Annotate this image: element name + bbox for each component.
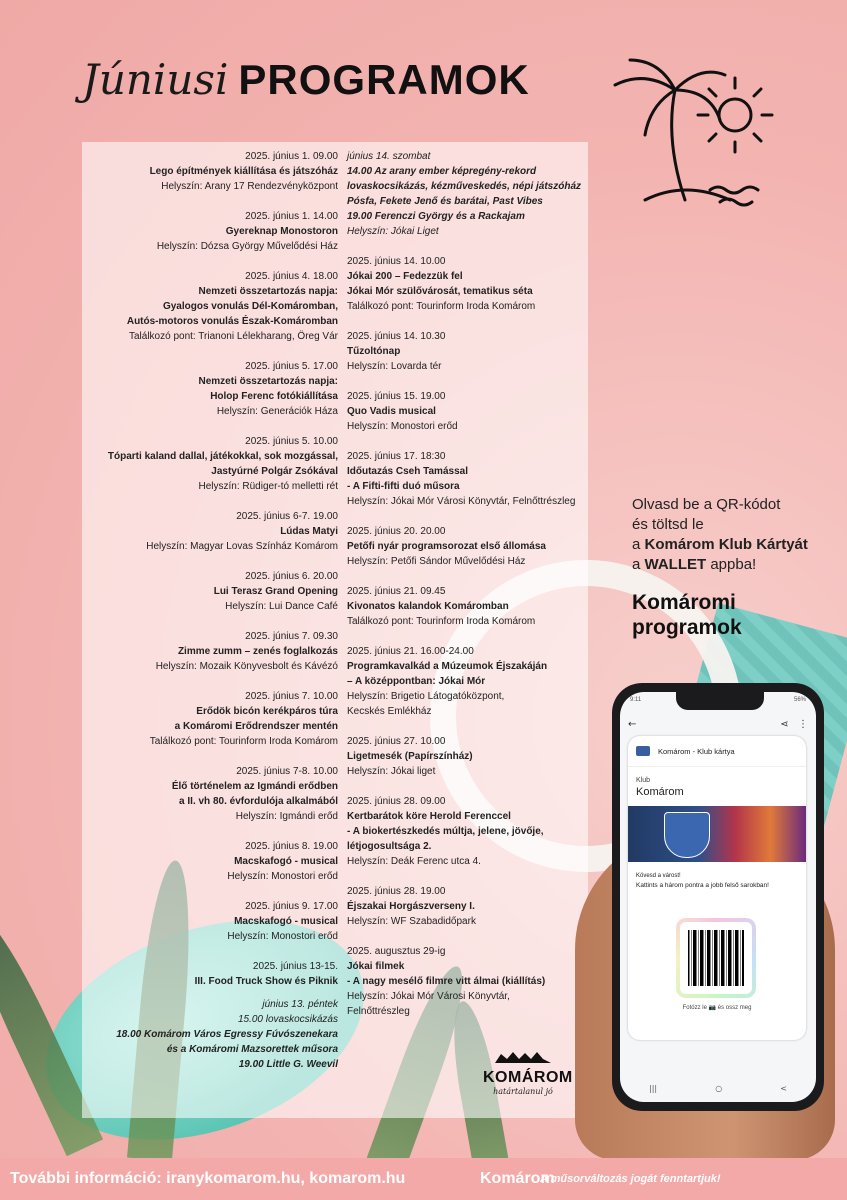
event-date: 2025. június 14. 10.00 [347,256,446,267]
event-title: Quo Vadis musical [347,406,436,417]
event-line: 19.00 Ferenczi György és a Rackajam [347,211,525,222]
event-date: 2025. június 14. 10.30 [347,331,446,342]
event-date: 2025. június 1. 09.00 [245,151,338,162]
event-item [347,644,587,719]
event-place: Helyszín: Brigetio Látogatóközpont, [347,691,505,702]
event-place: Helyszín: Arany 17 Rendezvényközpont [161,181,338,192]
event-place: Találkozó pont: Tourinform Iroda Komárom [149,736,338,747]
qr-promo [632,495,832,575]
event-title: a II. vh 80. évfordulója alkalmából [179,796,338,807]
more-icon[interactable]: ⋮ [798,718,808,730]
event-title: létjogosultsága 2. [347,841,432,852]
event-title: a Komáromi Erődrendszer mentén [174,721,338,732]
event-item [347,524,587,569]
phone-navbar [620,1084,816,1098]
event-title: Gyalogos vonulás Dél-Komáromban, [162,301,338,312]
event-title: Autós-motoros vonulás Észak-Komáromban [126,316,338,327]
qr-promo-line: és töltsd le [632,516,704,533]
event-date: 2025. június 21. 09.45 [347,586,446,597]
event-place: Helyszín: Petőfi Sándor Művelődési Ház [347,556,526,567]
palm-sun-icon [605,50,795,220]
card-komarom-label: Komárom [636,786,684,798]
event-place: Helyszín: Deák Ferenc utca 4. [347,856,481,867]
event-item [88,209,338,254]
event-item [347,734,587,779]
event-place: Helyszín: Jókai liget [347,766,436,777]
footer [0,1158,847,1200]
event-date: 2025. június 17. 18:30 [347,451,446,462]
card-banner-image [628,806,806,862]
event-place: Helyszín: Jókai Liget [347,226,439,237]
event-item [88,149,338,194]
event-item [347,329,587,374]
event-place: Kecskés Emlékház [347,706,432,717]
event-place: Felnőttrészleg [347,1006,410,1017]
event-date: 2025. június 4. 18.00 [245,271,338,282]
event-item [347,254,587,314]
event-date: 2025. június 28. 19.00 [347,886,446,897]
event-line: lovaskocsikázás, kézműveskedés, népi játszóház [347,181,582,192]
event-title: Tűzoltónap [347,346,401,357]
event-item [88,509,338,554]
event-place: Találkozó pont: Tourinform Iroda Komárom [347,301,536,312]
event-item [88,359,338,419]
back-icon[interactable]: ← [628,718,637,730]
qr-promo-line: a Komárom Klub Kártyát [632,536,808,553]
event-date: 2025. június 8. 19.00 [245,841,338,852]
event-place: Helyszín: Lui Dance Café [225,601,338,612]
event-item [347,584,587,629]
event-place: Helyszín: Rüdiger-tó melletti rét [198,481,338,492]
event-item [88,269,338,344]
left-column [88,149,338,1087]
card-description: Kövesd a várost! Kattints a három pontra a jobb felső sarokban! [636,873,769,889]
event-title: Időutazás Cseh Tamással [347,466,468,477]
event-item [88,839,338,884]
event-title: Lego építmények kiállítása és játszóház [149,166,338,177]
wallet-name: WALLET [644,556,707,573]
event-title: Élő történelem az Igmándi erődben [171,781,338,792]
event-line: 15.00 lovaskocsikázás [237,1014,338,1025]
event-date: 2025. június 5. 17.00 [245,361,338,372]
event-date: 2025. június 28. 09.00 [347,796,446,807]
event-item [347,449,587,509]
event-date: 2025. június 6. 20.00 [245,571,338,582]
event-place: Találkozó pont: Trianoni Lélekharang, Öreg Vár [128,331,338,342]
event-title: Tóparti kaland dallal, játékokkal, sok mozgással, [107,451,338,462]
event-title: Lui Terasz Grand Opening [213,586,338,597]
recent-apps-icon[interactable]: ||| [649,1084,658,1093]
event-item [88,629,338,674]
event-item [347,944,587,1019]
programs-heading: Komáromi programok [632,591,742,639]
event-title: Zimme zumm – zenés foglalkozás [177,646,338,657]
event-line: és a Komáromi Mazsorettek műsora [166,1044,338,1055]
event-title: - A biokertészkedés múltja, jelene, jövője, [347,826,544,837]
event-title: - A nagy mesélő filmre vitt álmai (kiállítás) [347,976,546,987]
home-icon[interactable]: ○ [715,1084,723,1093]
event-date: 2025. június 20. 20.00 [347,526,446,537]
event-date: 2025. június 5. 10.00 [245,436,338,447]
qr-code[interactable] [676,918,756,998]
event-place: Helyszín: Jókai Mór Városi Könyvtár, [347,991,510,1002]
castle-icon [493,1050,553,1064]
event-title: III. Food Truck Show és Piknik [194,976,338,987]
event-item [88,434,338,494]
event-date: 2025. június 7-8. 10.00 [236,766,338,777]
event-title: Ligetmesék (Papírszínház) [347,751,473,762]
event-date: 2025. június 9. 17.00 [245,901,338,912]
title-bold: PROGRAMOK [238,56,530,103]
footer-note: A műsorváltozás jogát fenntartjuk! [540,1173,721,1185]
event-place: Találkozó pont: Tourinform Iroda Komárom [347,616,536,627]
footer-info[interactable]: További információ: iranykomarom.hu, komarom.hu [10,1170,406,1187]
event-place: Helyszín: Mozaik Könyvesbolt és Kávézó [155,661,338,672]
status-battery: 56% [793,697,806,703]
event-place: Helyszín: WF Szabadidőpark [347,916,476,927]
event-item [347,794,587,869]
event-title: Programkavalkád a Múzeumok Éjszakáján [347,661,548,672]
right-column [347,149,587,1034]
event-place: Helyszín: Jókai Mór Városi Könyvtár, Felnőttrészleg [347,496,576,507]
event-date: 2025. június 27. 10.00 [347,736,446,747]
klub-card-name: Komárom Klub Kártyát [644,536,808,553]
event-place: Helyszín: Generációk Háza [216,406,338,417]
phone-screen [620,692,816,1102]
share-icon[interactable]: ⋖ [780,718,789,730]
status-bar [630,697,806,703]
event-title: – A középpontban: Jókai Mór [347,676,486,687]
status-time: 9:11 [630,697,642,703]
event-title: Kertbarátok köre Herold Ferenccel [347,811,511,822]
qr-promo-line: Olvasd be a QR-kódot [632,496,781,513]
event-date: 2025. augusztus 29-ig [347,946,446,957]
event-title: Jókai 200 – Fedezzük fel [347,271,463,282]
footer-brand: Komárom [480,1170,555,1187]
event-item [88,899,338,944]
event-date: 2025. június 15. 19.00 [347,391,446,402]
event-title: Lúdas Matyi [280,526,338,537]
card-klub-label: Klub [636,777,651,784]
komarom-shield-icon [664,812,710,858]
event-item [88,569,338,614]
event-line: 14.00 Az arany ember képregény-rekord [347,166,537,177]
qr-code-icon [688,930,744,986]
event-item [88,689,338,749]
komarom-logo [483,1050,573,1096]
app-bar [628,714,808,734]
event-title: Erődök bicón kerékpáros túra [196,706,338,717]
event-heading: június 14. szombat [347,151,431,162]
back-nav-icon[interactable]: < [780,1084,787,1093]
event-line: 18.00 Komárom Város Egressy Fúvószenekara [116,1029,338,1040]
event-title: Jókai filmek [347,961,405,972]
page-title [82,55,530,115]
event-place: Helyszín: Monostori erőd [347,421,458,432]
event-date: 2025. június 7. 09.30 [245,631,338,642]
event-title: Jastyúrné Polgár Zsókával [211,466,338,477]
qr-caption: Fotózz le 📷 és ossz meg [682,1005,752,1011]
event-june14 [347,149,587,239]
event-title: - A Fifti-fifti duó műsora [347,481,460,492]
event-date: 2025. június 13-15. [252,961,338,972]
card-title: Komárom - Klub kártya [658,746,735,756]
event-place: Helyszín: Magyar Lovas Színház Komárom [146,541,338,552]
event-place: Helyszín: Lovarda tér [347,361,442,372]
title-script: Júniusi [82,55,229,104]
event-item [88,764,338,824]
event-title: Macskafogó - musical [234,856,338,867]
event-title: Petőfi nyár programsorozat első állomása [347,541,546,552]
event-date: 2025. június 7. 10.00 [245,691,338,702]
event-item [347,884,587,929]
event-title: Nemzeti összetartozás napja: [198,376,338,387]
event-date: 2025. június 1. 14.00 [245,211,338,222]
qr-promo-line: a WALLET appba! [632,556,757,573]
event-item [88,959,338,989]
wallet-card [628,736,806,1040]
event-june13 [88,997,338,1072]
komarom-logo-icon [636,746,650,756]
event-title: Holop Ferenc fotókiállítása [210,391,338,402]
event-place: Helyszín: Monostori erőd [227,871,338,882]
event-date: 2025. június 6-7. 19.00 [236,511,338,522]
event-title: Gyereknap Monostoron [225,226,338,237]
card-header [628,736,806,767]
event-place: Helyszín: Monostori erőd [227,931,338,942]
event-place: Helyszín: Igmándi erőd [235,811,338,822]
phone-mockup [612,683,824,1111]
event-date: 2025. június 21. 16.00-24.00 [347,646,474,657]
event-place: Helyszín: Dózsa György Művelődési Ház [156,241,338,252]
logo-tagline: határtalanul jó [493,1087,553,1096]
event-item [347,389,587,434]
event-title: Kivonatos kalandok Komáromban [347,601,509,612]
event-title: Éjszakai Horgászverseny I. [347,901,475,912]
event-line: 19.00 Little G. Weevil [238,1059,338,1070]
event-title: Macskafogó - musical [234,916,338,927]
event-line: Pósfa, Fekete Jenő és barátai, Past Vibes [347,196,543,207]
event-heading: június 13. péntek [262,999,338,1010]
event-title: Jókai Mór szülővárosát, tematikus séta [347,286,533,297]
event-title: Nemzeti összetartozás napja: [198,286,338,297]
logo-name: KOMÁROM [483,1069,573,1086]
